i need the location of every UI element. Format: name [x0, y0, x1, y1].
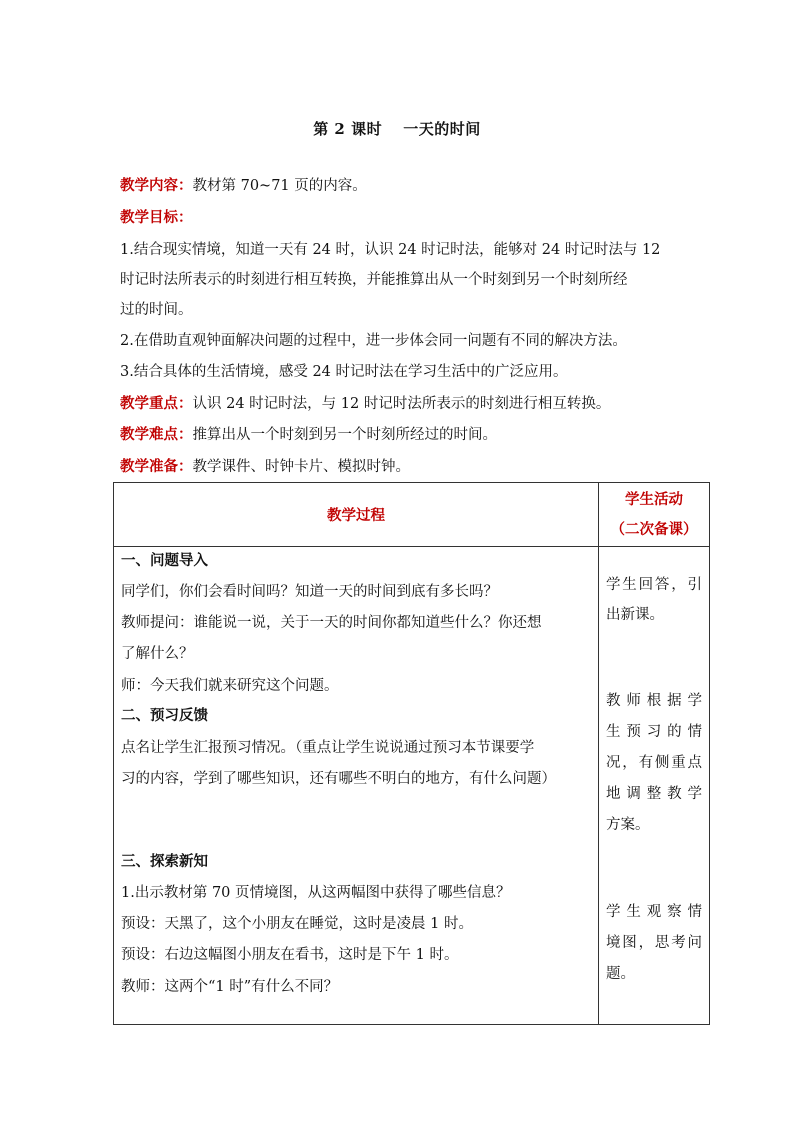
preparation-row	[120, 455, 410, 476]
activity-line: 学生回答，引	[606, 577, 702, 593]
activity-line: 题。	[606, 966, 635, 982]
activity-line: 出新课。	[606, 607, 664, 623]
process-line: 了解什么？	[121, 646, 194, 662]
activity-line: 况，有侧重点	[606, 755, 702, 771]
content-label: 教学内容：	[120, 177, 193, 194]
header-process: 教学过程	[327, 507, 385, 524]
header-activity-line: 学生活动	[625, 490, 683, 508]
goal-line: 时记时法所表示的时刻进行相互转换，并能推算出从一个时刻到另一个时刻所经	[120, 272, 628, 288]
section-heading: 二、预习反馈	[121, 707, 208, 724]
header-process-cell	[114, 483, 599, 547]
goal-line: 3.结合具体的生活情境，感受 24 时记时法在学习生活中的广泛应用。	[120, 364, 568, 380]
goal-line: 过的时间。	[120, 302, 193, 318]
preparation-text: 教学课件、时钟卡片、模拟时钟。	[192, 459, 410, 475]
activity-line: 学生观察情	[606, 904, 702, 920]
goal-line: 1.结合现实情境，知道一天有 24 时，认识 24 时记时法，能够对 24 时记时法与 12	[120, 242, 661, 258]
header-activity	[599, 485, 709, 545]
goal-line: 2.在借助直观钟面解决问题的过程中，进一步体会同一问题有不同的解决方法。	[120, 333, 627, 349]
process-line: 点名让学生汇报预习情况。（重点让学生说说通过预习本节课要学	[121, 740, 535, 756]
teaching-process-table	[113, 482, 710, 1025]
header-activity-cell	[599, 483, 710, 547]
page-title: 第 2 课时 一天的时间	[313, 120, 481, 138]
process-line: 习的内容，学到了哪些知识，还有哪些不明白的地方，有什么问题）	[121, 771, 556, 787]
section-heading: 一、问题导入	[121, 552, 208, 569]
process-line: 师：今天我们就来研究这个问题。	[121, 678, 339, 694]
activity-line: 方案。	[606, 817, 650, 833]
difficulty-label: 教学难点：	[120, 426, 193, 443]
activity-line: 境图，思考问	[606, 935, 702, 951]
difficulty-text: 推算出从一个时刻到另一个时刻所经过的时间。	[192, 427, 497, 443]
key-point-row	[120, 392, 610, 413]
section-heading: 三、探索新知	[121, 853, 208, 870]
activity-line: 生预习的情	[606, 724, 702, 740]
key-point-text: 认识 24 时记时法，与 12 时记时法所表示的时刻进行相互转换。	[192, 396, 611, 412]
content-row	[120, 174, 367, 195]
activity-cell	[599, 547, 710, 1025]
header-activity-line: （二次备课）	[610, 520, 698, 538]
content-text: 教材第 70~71 页的内容。	[192, 178, 367, 194]
process-line: 教师提问：谁能说一说，关于一天的时间你都知道些什么？你还想	[121, 615, 542, 631]
activity-line: 地调整教学	[606, 786, 702, 802]
goals-label: 教学目标：	[120, 209, 193, 226]
process-cell	[114, 547, 599, 1025]
process-line: 同学们，你们会看时间吗？知道一天的时间到底有多长吗？	[121, 584, 498, 600]
process-line: 预设：右边这幅图小朋友在看书，这时是下午 1 时。	[121, 947, 459, 963]
process-line: 预设：天黑了，这个小朋友在睡觉，这时是凌晨 1 时。	[121, 916, 473, 932]
activity-line: 教师根据学	[606, 693, 702, 709]
difficulty-row	[120, 423, 497, 444]
process-line: 1.出示教材第 70 页情境图，从这两幅图中获得了哪些信息？	[121, 885, 511, 901]
key-point-label: 教学重点：	[120, 395, 193, 412]
process-line: 教师：这两个“1 时”有什么不同？	[121, 979, 339, 995]
preparation-label: 教学准备：	[120, 458, 193, 475]
